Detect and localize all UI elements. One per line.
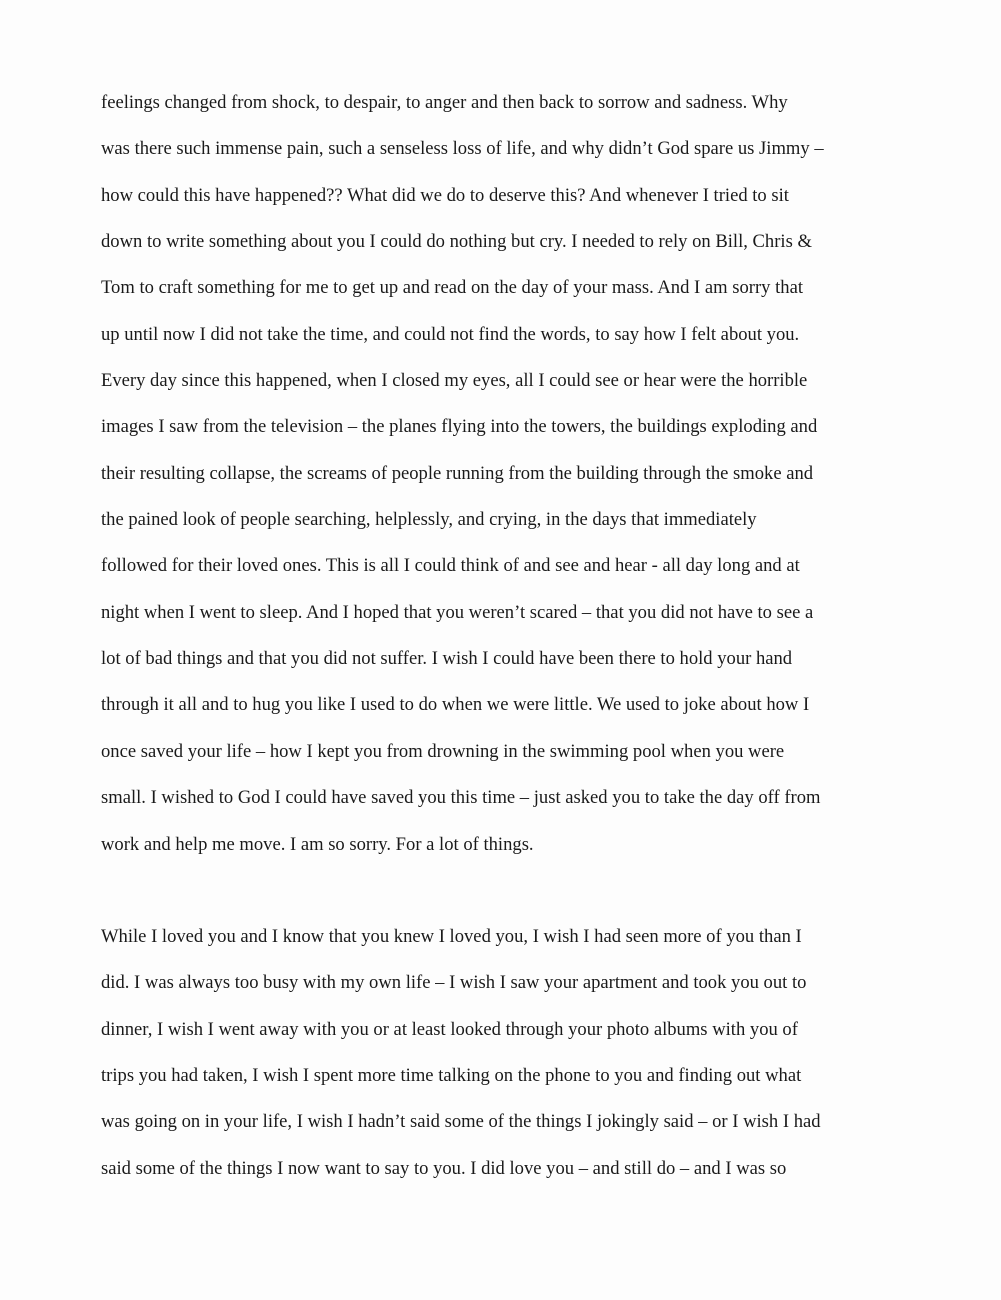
text-line: work and help me move. I am so sorry. For a lot of things. [101,833,534,855]
text-line: trips you had taken, I wish I spent more time talking on the phone to you and finding out what [101,1065,802,1087]
paragraph-1 [101,83,901,871]
text-line: their resulting collapse, the screams of people running from the building through the smoke and [101,462,814,484]
text-line: through it all and to hug you like I used to do when we were little. We used to joke about how I [101,694,810,716]
paragraph-2 [101,917,901,1195]
text-line: night when I went to sleep. And I hoped that you weren’t scared – that you did not have to see a [101,601,814,623]
text-line: did. I was always too busy with my own life – I wish I saw your apartment and took you out to [101,972,807,994]
text-line: down to write something about you I could do nothing but cry. I needed to rely on Bill, Chris & [101,231,812,253]
text-line: followed for their loved ones. This is all I could think of and see and hear - all day long and at [101,555,800,577]
text-line: images I saw from the television – the planes flying into the towers, the buildings exploding and [101,416,818,438]
text-line: up until now I did not take the time, and could not find the words, to say how I felt about you. [101,323,800,345]
text-line: dinner, I wish I went away with you or at least looked through your photo albums with you of [101,1018,798,1040]
text-line: feelings changed from shock, to despair, to anger and then back to sorrow and sadness. Why [101,92,788,113]
text-line: was there such immense pain, such a senseless loss of life, and why didn’t God spare us Jimmy – [101,138,824,160]
text-line: once saved your life – how I kept you from drowning in the swimming pool when you were [101,740,785,762]
text-line: the pained look of people searching, helplessly, and crying, in the days that immediately [101,509,757,531]
text-line: lot of bad things and that you did not suffer. I wish I could have been there to hold your hand [101,648,793,670]
text-line: small. I wished to God I could have saved you this time – just asked you to take the day off from [101,787,821,809]
text-line: was going on in your life, I wish I hadn’t said some of the things I jokingly said – or I wish I had [101,1111,821,1133]
text-line: said some of the things I now want to say to you. I did love you – and still do – and I was so [101,1157,787,1179]
text-line: how could this have happened?? What did we do to deserve this? And whenever I tried to sit [101,184,789,206]
text-line: Every day since this happened, when I closed my eyes, all I could see or hear were the horrible [101,370,808,392]
text-line: While I loved you and I know that you knew I loved you, I wish I had seen more of you than I [101,926,802,947]
text-line: Tom to craft something for me to get up and read on the day of your mass. And I am sorry that [101,277,803,299]
